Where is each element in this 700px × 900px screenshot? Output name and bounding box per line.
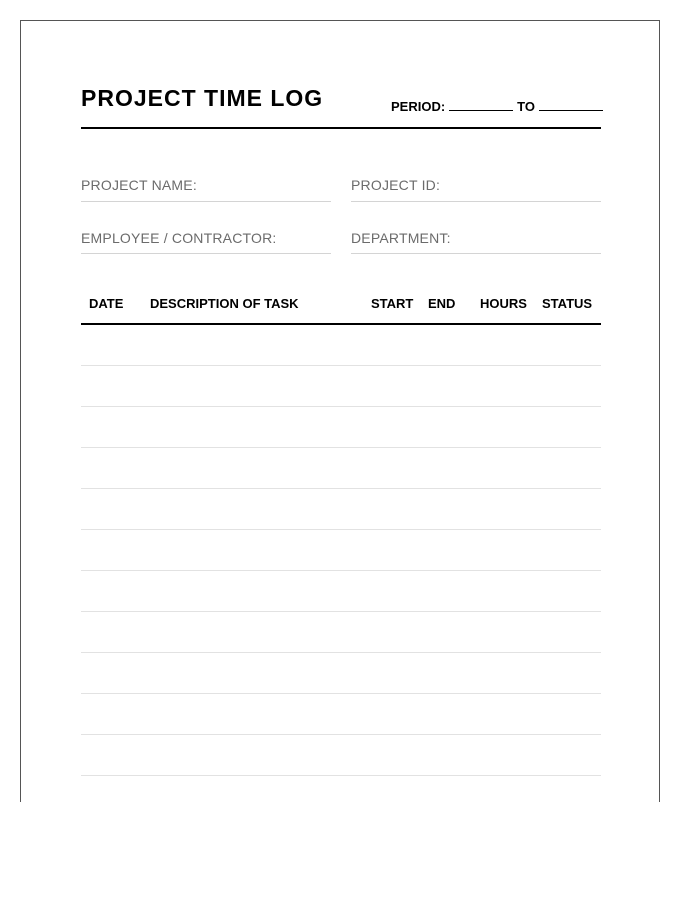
table-row[interactable]: [81, 406, 601, 407]
employee-label: EMPLOYEE / CONTRACTOR:: [81, 230, 277, 246]
column-header-hours: HOURS: [480, 296, 527, 311]
table-row[interactable]: [81, 529, 601, 530]
table-row[interactable]: [81, 775, 601, 776]
table-row[interactable]: [81, 693, 601, 694]
table-row[interactable]: [81, 652, 601, 653]
table-row[interactable]: [81, 365, 601, 366]
period-label: PERIOD:: [391, 99, 446, 114]
table-row[interactable]: [81, 570, 601, 571]
period-range: [391, 98, 603, 114]
page-title: PROJECT TIME LOG: [81, 85, 324, 111]
department-field[interactable]: [351, 253, 601, 254]
project-id-label: PROJECT ID:: [351, 177, 441, 193]
document-page: [20, 20, 660, 802]
table-row[interactable]: [81, 488, 601, 489]
table-header-divider: [81, 323, 601, 325]
project-name-label: PROJECT NAME:: [81, 177, 197, 193]
department-label: DEPARTMENT:: [351, 230, 451, 246]
column-header-start: START: [371, 296, 414, 311]
period-start-blank[interactable]: [449, 98, 513, 111]
column-header-date: DATE: [89, 296, 124, 311]
employee-field[interactable]: [81, 253, 331, 254]
column-header-description: DESCRIPTION OF TASK: [150, 296, 299, 311]
title-divider: [81, 127, 601, 129]
table-row[interactable]: [81, 611, 601, 612]
period-end-blank[interactable]: [539, 98, 603, 111]
project-name-field[interactable]: [81, 201, 331, 202]
table-row[interactable]: [81, 734, 601, 735]
table-row[interactable]: [81, 447, 601, 448]
project-id-field[interactable]: [351, 201, 601, 202]
column-header-status: STATUS: [542, 296, 593, 311]
period-to-label: TO: [517, 99, 535, 114]
column-header-end: END: [428, 296, 456, 311]
